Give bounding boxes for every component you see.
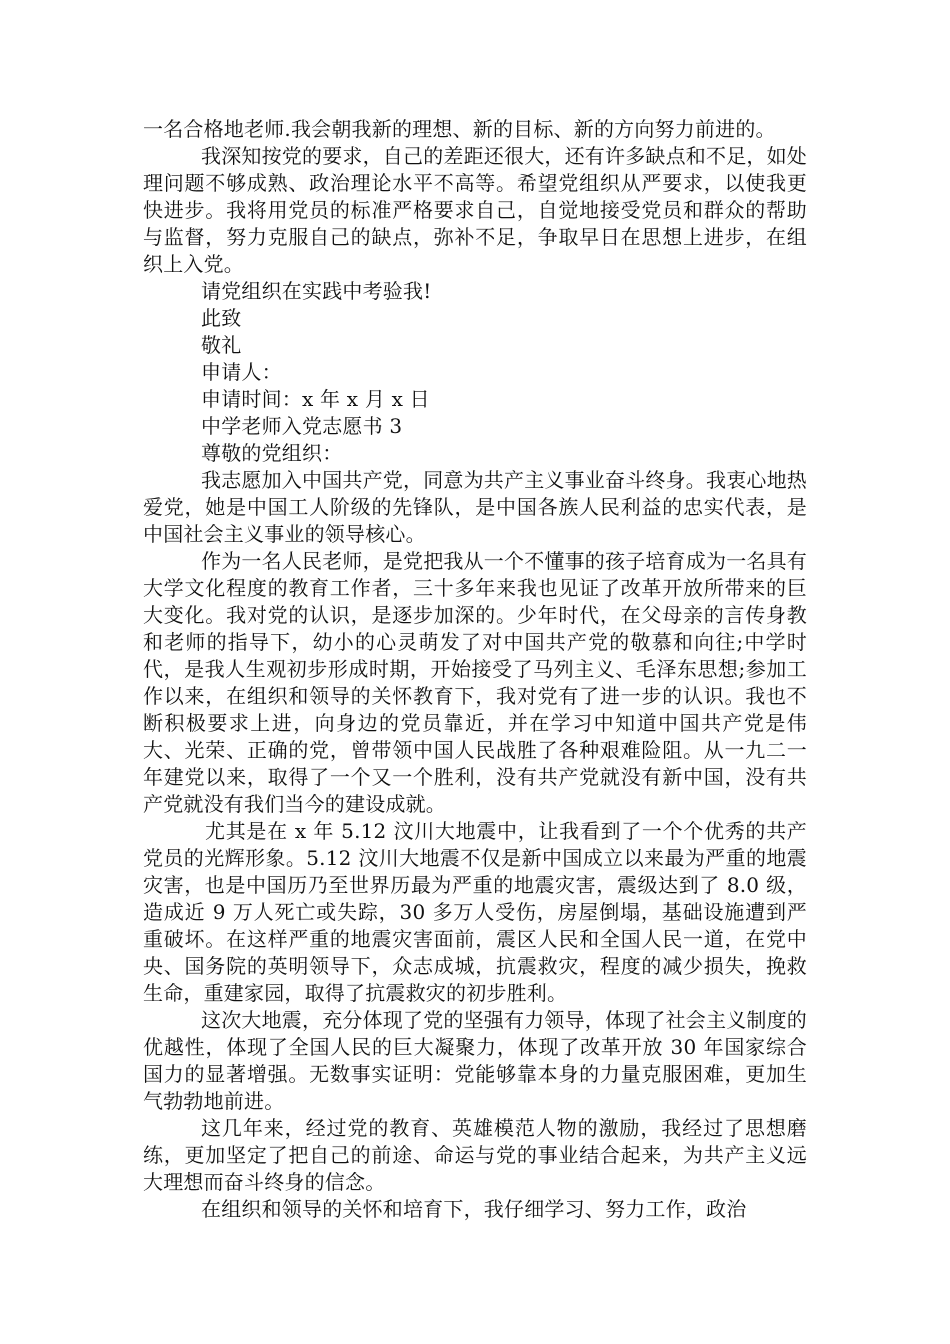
- paragraph-reflection: 这次大地震，充分体现了党的坚强有力领导，体现了社会主义制度的优越性，体现了全国人民的巨大凝聚力，体现了改革开放 30 年国家综合国力的显著增强。无数事实证明：党能够靠本身的力量克服困难，更加生气勃勃地前进。: [143, 1008, 807, 1113]
- paragraph-continuation: 一名合格地老师.我会朝我新的理想、新的目标、新的方向努力前进的。: [143, 117, 776, 141]
- paragraph-growth: 这几年来，经过党的教育、英雄模范人物的激励，我经过了思想磨练，更加坚定了把自己的前途、命运与党的事业结合起来，为共产主义远大理想而奋斗终身的信念。: [143, 1116, 807, 1194]
- section-title: 中学老师入党志愿书 3: [201, 414, 403, 438]
- closing-salutation: 此致: [201, 306, 242, 330]
- paragraph-ending: 在组织和领导的关怀和培育下，我仔细学习、努力工作，政治: [201, 1197, 747, 1221]
- paragraph-self-assessment: 我深知按党的要求，自己的差距还很大，还有许多缺点和不足，如处理问题不够成熟、政治理论水平不高等。希望党组织从严要求，以使我更快进步。我将用党员的标准严格要求自己，自觉地接受党员和群众的帮助与监督，努力克服自己的缺点，弥补不足，争取早日在思想上进步，在组织上入党。: [143, 144, 807, 276]
- applicant-label: 申请人：: [201, 360, 282, 384]
- document-page: [143, 116, 807, 1223]
- closing-request: 请党组织在实践中考验我!: [201, 279, 432, 303]
- paragraph-background: 作为一名人民老师，是党把我从一个不懂事的孩子培育成为一名具有大学文化程度的教育工作者，三十多年来我也见证了改革开放所带来的巨大变化。我对党的认识，是逐步加深的。少年时代，在父母亲的言传身教和老师的指导下，幼小的心灵萌发了对中国共产党的敬慕和向往;中学时代，是我人生观初步形成时期，开始接受了马列主义、毛泽东思想;参加工作以来，在组织和领导的关怀教育下，我对党有了进一步的认识。我也不断积极要求上进，向身边的党员靠近，并在学习中知道中国共产党是伟大、光荣、正确的党，曾带领中国人民战胜了各种艰难险阻。从一九二一年建党以来，取得了一个又一个胜利，没有共产党就没有新中国，没有共产党就没有我们当今的建设成就。: [143, 549, 807, 816]
- greeting: 尊敬的党组织：: [201, 441, 343, 465]
- paragraph-intro: 我志愿加入中国共产党，同意为共产主义事业奋斗终身。我衷心地热爱党，她是中国工人阶级的先锋队，是中国各族人民利益的忠实代表，是中国社会主义事业的领导核心。: [143, 468, 807, 546]
- application-date: 申请时间：x 年 x 月 x 日: [201, 387, 430, 411]
- paragraph-earthquake: 尤其是在 x 年 5.12 汶川大地震中，让我看到了一个个优秀的共产党员的光辉形象。5.12 汶川大地震不仅是新中国成立以来最为严重的地震灾害，也是中国历乃至世界历最为严重的地震灾害，震级达到了 8.0 级，造成近 9 万人死亡或失踪，30 多万人受伤，房屋倒塌，基础设施遭到严重破坏。在这样严重的地震灾害面前，震区人民和全国人民一道，在党中央、国务院的英明领导下，众志成城，抗震救灾，程度的减少损失，挽救生命，重建家园，取得了抗震救灾的初步胜利。: [143, 819, 807, 1005]
- closing-respect: 敬礼: [201, 333, 242, 357]
